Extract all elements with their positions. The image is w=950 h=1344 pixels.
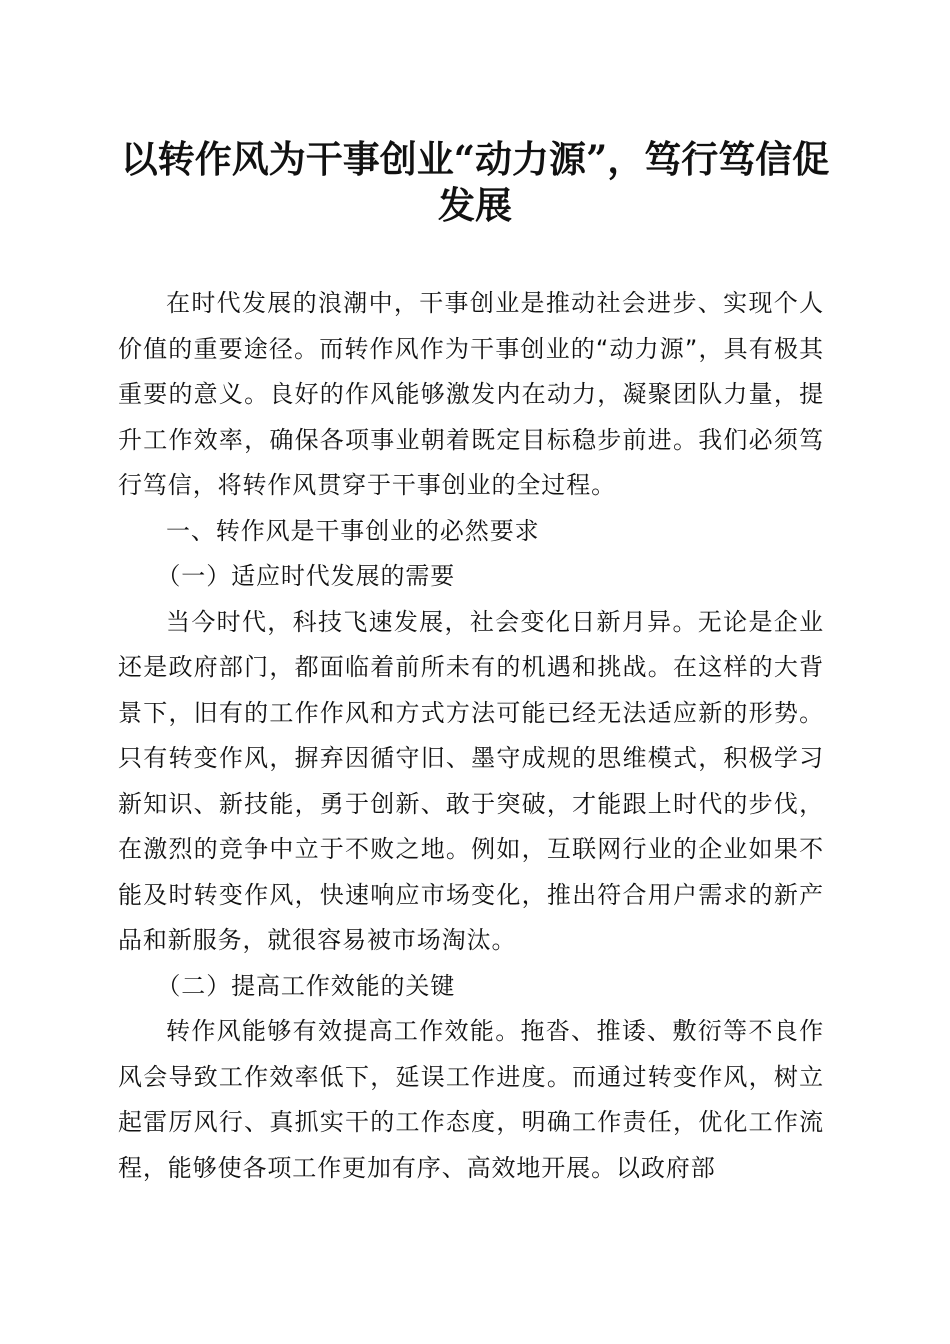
intro-paragraph: 在时代发展的浪潮中，干事创业是推动社会进步、实现个人价值的重要途径。而转作风作为干事创业的“动力源”，具有极其重要的意义。良好的作风能够激发内在动力，凝聚团队力量，提升工作效率，确保各项事业朝着既定目标稳步前进。我们必须笃行笃信，将转作风贯穿于干事创业的全过程。 [118, 289, 824, 499]
document-title-line-1: 以转作风为干事创业“动力源”，笃行笃信促 [120, 137, 830, 181]
section-heading-1: 一、转作风是干事创业的必然要求 [166, 516, 540, 545]
document-title-line-2: 发展 [438, 183, 512, 227]
document-body [118, 281, 824, 1191]
subsection-1-paragraph: 当今时代，科技飞速发展，社会变化日新月异。无论是企业还是政府部门，都面临着前所未有的机遇和挑战。在这样的大背景下，旧有的工作作风和方式方法可能已经无法适应新的形势。只有转变作风，摒弃因循守旧、墨守成规的思维模式，积极学习新知识、新技能，勇于创新、敢于突破，才能跟上时代的步伐，在激烈的竞争中立于不败之地。例如，互联网行业的企业如果不能及时转变作风，快速响应市场变化，推出符合用户需求的新产品和新服务，就很容易被市场淘汰。 [118, 607, 824, 954]
subsection-heading-1: （一）适应时代发展的需要 [156, 562, 456, 590]
subsection-heading-2: （二）提高工作效能的关键 [156, 971, 456, 1000]
subsection-2-paragraph: 转作风能够有效提高工作效能。拖沓、推诿、敷衍等不良作风会导致工作效率低下，延误工作进度。而通过转变作风，树立起雷厉风行、真抓实干的工作态度，明确工作责任，优化工作流程，能够使各项工作更加有序、高效地开展。以政府部 [118, 1017, 824, 1182]
